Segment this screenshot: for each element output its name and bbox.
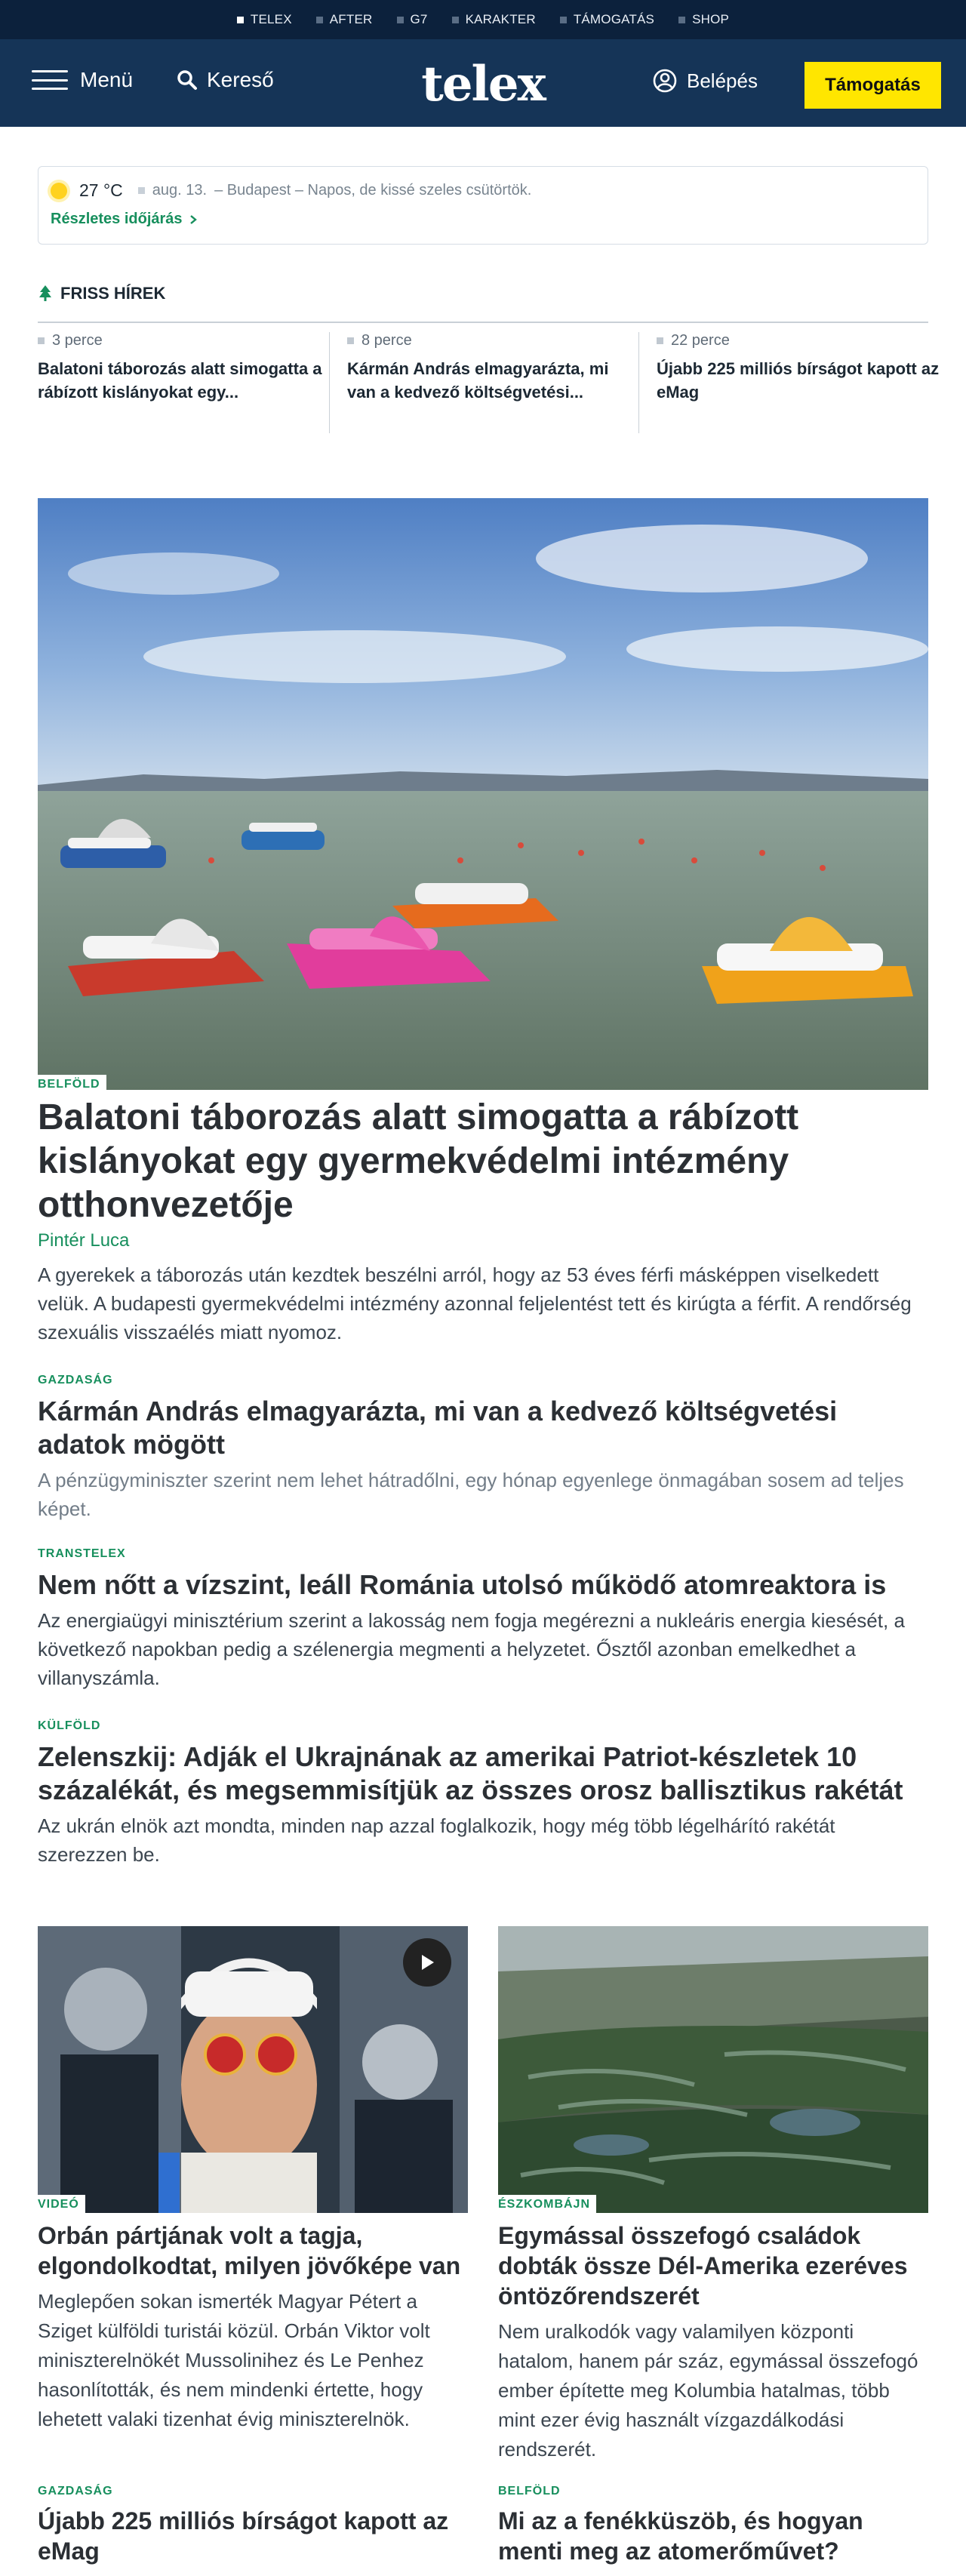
play-icon[interactable] — [403, 1938, 451, 1987]
weather-widget — [38, 166, 928, 245]
card-lead: Meglepően sokan ismerték Magyar Pétert a Sziget külföldi turistái közül. Orbán Viktor volt miniszterelnökét Mussolinihez és Le Penhez hasonlították, és nem mindenki értette, hogy lehetett valaki tizenhat évig miniszterelnök. — [38, 2290, 430, 2430]
divider — [638, 332, 639, 433]
story-item[interactable] — [38, 1374, 928, 1523]
category-label[interactable]: KÜLFÖLD — [38, 1719, 101, 1732]
story-item[interactable] — [38, 1547, 928, 1692]
top-nav-item-shop[interactable] — [678, 12, 729, 27]
hero-category-tag[interactable] — [38, 1075, 106, 1093]
top-nav-label: AFTER — [329, 12, 373, 26]
article-card[interactable] — [498, 1926, 928, 2464]
square-bullet-icon — [347, 337, 354, 344]
category-label[interactable]: GAZDASÁG — [38, 2485, 113, 2498]
story-item[interactable] — [498, 2485, 928, 2566]
card-headline[interactable]: Egymással összefogó családok dobták össze Dél-Amerika ezeréves öntözőrendszerét — [498, 2222, 908, 2310]
sun-icon — [51, 183, 67, 199]
square-bullet-icon — [38, 337, 45, 344]
square-bullet-icon — [657, 337, 663, 344]
tree-icon — [38, 285, 53, 303]
top-nav-item-telex[interactable] — [237, 12, 292, 27]
hero-image[interactable] — [38, 498, 928, 1090]
square-bullet-icon — [560, 17, 567, 23]
square-bullet-icon — [237, 17, 244, 23]
news-time: 3 perce — [52, 332, 103, 349]
login-label: Belépés — [687, 69, 758, 92]
latest-news-item[interactable] — [347, 332, 641, 404]
article-thumbnail[interactable] — [498, 1926, 928, 2213]
top-nav — [0, 0, 966, 39]
video-thumbnail[interactable] — [38, 1926, 468, 2213]
search-label: Kereső — [207, 68, 274, 91]
story-lead: A pénzügyminiszter szerint nem lehet hátradőlni, egy hónap egyenlege önmagában sosem ad teljes képet. — [38, 1469, 904, 1520]
divider — [38, 322, 928, 323]
story-headline[interactable]: Kármán András elmagyarázta, mi van a kedvező költségvetési adatok mögött — [38, 1396, 838, 1460]
news-title: Kármán András elmagyarázta, mi van a kedvező költségvetési... — [347, 359, 609, 402]
story-headline[interactable]: Újabb 225 milliós bírságot kapott az eMag — [38, 2507, 449, 2565]
story-headline[interactable]: Nem nőtt a vízszint, leáll Románia utolsó működő atomreaktora is — [38, 1569, 887, 1600]
site-header — [0, 39, 966, 127]
hero-lead: A gyerekek a táborozás után kezdtek beszélni arról, hogy az 53 éves férfi másképpen viselkedett velük. A budapesti gyermekvédelmi intézmény azonnal feljelentést tett és kirúgta a férfit. A rendőrség szexuális visszaélés miatt nyomoz. — [38, 1263, 912, 1343]
weather-description: – Budapest – Napos, de kissé szeles csütörtök. — [214, 182, 532, 199]
news-time: 8 perce — [361, 332, 412, 349]
chevron-right-icon — [189, 214, 198, 225]
story-item[interactable] — [38, 2485, 468, 2566]
square-bullet-icon — [138, 187, 145, 194]
square-bullet-icon — [397, 17, 404, 23]
site-logo[interactable]: telex — [421, 56, 545, 112]
latest-news-title: FRISS HÍREK — [60, 284, 166, 303]
top-nav-item-after[interactable] — [316, 12, 373, 27]
top-nav-item-karakter[interactable] — [452, 12, 536, 27]
story-item[interactable] — [38, 1719, 928, 1869]
latest-news-item[interactable] — [657, 332, 951, 404]
category-label[interactable]: VIDEÓ — [38, 2195, 85, 2213]
square-bullet-icon — [452, 17, 459, 23]
category-label[interactable]: BELFÖLD — [498, 2485, 561, 2498]
top-nav-item-tamogatas[interactable] — [560, 12, 654, 27]
latest-news-item[interactable] — [38, 332, 332, 404]
top-nav-label: KARAKTER — [465, 12, 536, 26]
square-bullet-icon — [678, 17, 685, 23]
category-label[interactable]: ÉSZKOMBÁJN — [498, 2195, 596, 2213]
square-bullet-icon — [316, 17, 323, 23]
top-nav-label: TELEX — [250, 12, 292, 26]
weather-details-link[interactable] — [51, 211, 198, 228]
weather-details-label: Részletes időjárás — [51, 211, 183, 227]
story-lead: Az ukrán elnök azt mondta, minden nap azzal foglalkozik, hogy még több légelhárító rakétát szerezzen be. — [38, 1814, 835, 1866]
login-button[interactable] — [652, 68, 758, 94]
story-headline[interactable]: Mi az a fenékküszöb, és hogyan menti meg az atomerőművet? — [498, 2507, 863, 2565]
top-nav-label: SHOP — [692, 12, 730, 26]
author-link[interactable]: Pintér Luca — [38, 1230, 130, 1251]
user-icon — [652, 68, 678, 94]
support-button[interactable]: Támogatás — [804, 62, 941, 109]
hero-headline[interactable]: Balatoni táborozás alatt simogatta a rábízott kislányokat egy gyermekvédelmi intézmény otthonvezetője — [38, 1097, 799, 1225]
news-title: Balatoni táborozás alatt simogatta a rábízott kislányokat egy... — [38, 359, 322, 402]
latest-news-heading[interactable] — [38, 284, 165, 303]
story-headline[interactable]: Zelenszkij: Adják el Ukrajnának az amerikai Patriot-készletek 10 százalékát, és megsemmisítjük az összes orosz ballisztikus rakétát — [38, 1741, 903, 1805]
weather-date: aug. 13. — [152, 182, 208, 199]
story-lead: Az energiaügyi minisztérium szerint a lakosság nem fogja megérezni a nukleáris energia kiesését, a következő napokban pedig a szélenergia megmenti a helyzetet. Ősztől azonban emelkedhet a villanyszámla. — [38, 1609, 905, 1689]
weather-temperature: 27 °C — [79, 180, 123, 200]
top-nav-label: G7 — [410, 12, 428, 26]
news-title: Újabb 225 milliós bírságot kapott az eMag — [657, 359, 940, 402]
category-label[interactable]: GAZDASÁG — [38, 1374, 113, 1386]
video-card[interactable] — [38, 1926, 468, 2434]
divider — [329, 332, 330, 433]
top-nav-item-g7[interactable] — [397, 12, 428, 27]
menu-label: Menü — [80, 68, 134, 91]
category-label: BELFÖLD — [38, 1075, 106, 1093]
news-time: 22 perce — [671, 332, 730, 349]
card-headline[interactable]: Orbán pártjának volt a tagja, elgondolkodtat, milyen jövőképe van — [38, 2222, 461, 2279]
card-lead: Nem uralkodók vagy valamilyen központi hatalom, hanem pár száz, egymással összefogó ember építette meg Kolumbia hatalmas, több mint ezer évig használt vízgazdálkodási rendszerét. — [498, 2320, 918, 2461]
category-label[interactable]: TRANSTELEX — [38, 1547, 126, 1560]
top-nav-label: TÁMOGATÁS — [573, 12, 655, 26]
